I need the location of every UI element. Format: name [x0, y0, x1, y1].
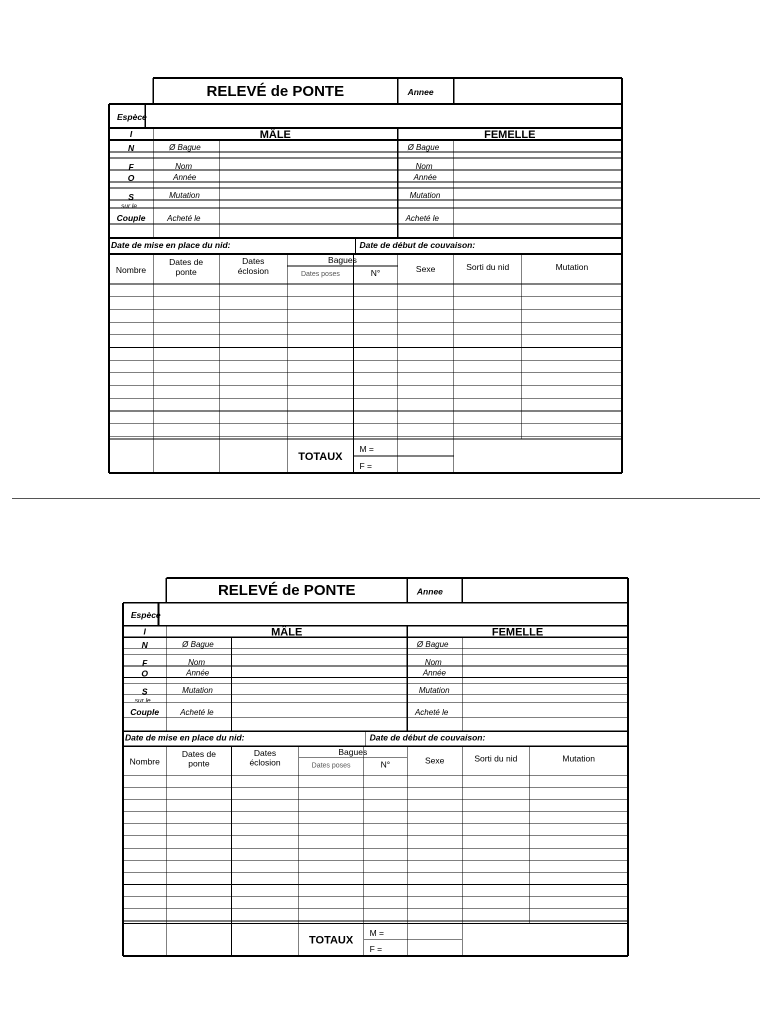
femelle-bague-label: Ø Bague: [407, 143, 440, 152]
col-sexe: Sexe: [415, 264, 436, 274]
col-bagues: Bagues: [338, 747, 368, 758]
m-label: M =: [359, 444, 374, 454]
totaux-label: TOTAUX: [298, 451, 343, 463]
side-letter-o: O: [141, 668, 149, 679]
col-dates-poses: Dates poses: [300, 271, 340, 278]
col-sexe: Sexe: [424, 755, 445, 766]
male-achete-label: Acheté le: [167, 214, 201, 223]
male-header: MÂLE: [259, 129, 291, 141]
male-bague-label: Ø Bague: [169, 143, 201, 152]
col-mutation: Mutation: [555, 262, 589, 272]
col-dates-poses: Dates poses: [311, 762, 351, 770]
side-letter-o: O: [127, 173, 135, 183]
side-letter-f: F: [142, 658, 148, 669]
femelle-nom-label: Nom: [415, 162, 433, 171]
col-dates-eclosion-1: Dates: [242, 256, 265, 266]
f-label: F =: [359, 461, 373, 471]
male-achete-label: Acheté le: [180, 707, 214, 717]
male-header: MÂLE: [271, 626, 303, 639]
col-bagues: Bagues: [328, 255, 357, 265]
annee-label: Annee: [407, 87, 434, 97]
side-letter-f: F: [128, 162, 134, 172]
col-dates-ponte-1: Dates de: [169, 257, 204, 267]
femelle-mutation-label: Mutation: [409, 191, 441, 200]
col-mutation: Mutation: [562, 753, 595, 764]
col-dates-eclosion-2: éclosion: [237, 266, 269, 276]
femelle-achete-label: Acheté le: [414, 707, 449, 717]
nid-label: Date de mise en place du nid:: [111, 240, 231, 250]
male-bague-label: Ø Bague: [182, 639, 214, 649]
sur-le-label: sur le: [121, 203, 137, 210]
col-nombre: Nombre: [115, 265, 147, 275]
femelle-bague-label: Ø Bague: [416, 639, 449, 649]
femelle-mutation-label: Mutation: [418, 685, 450, 695]
male-nom-label: Nom: [188, 658, 205, 668]
male-mutation-label: Mutation: [182, 685, 213, 695]
femelle-nom-label: Nom: [424, 658, 442, 668]
side-letter-s: S: [141, 686, 148, 697]
col-sorti-nid: Sorti du nid: [466, 262, 510, 272]
femelle-header: FEMELLE: [491, 626, 544, 639]
couple-label: Couple: [130, 706, 160, 717]
col-dates-ponte-2: ponte: [188, 758, 210, 769]
male-annee-label: Année: [173, 173, 197, 182]
espece-label: Espèce: [130, 610, 161, 621]
espece-label: Espèce: [117, 112, 147, 122]
f-label: F =: [369, 944, 383, 955]
couple-label: Couple: [116, 213, 146, 223]
femelle-achete-label: Acheté le: [405, 214, 439, 223]
femelle-annee-label: Année: [413, 173, 437, 182]
form-title: RELEVÉ de PONTE: [206, 83, 345, 100]
side-letter-i: I: [129, 129, 133, 139]
nid-label: Date de mise en place du nid:: [124, 732, 245, 743]
col-dates-eclosion-1: Dates: [253, 747, 277, 758]
sur-le-label: sur le: [134, 697, 151, 705]
col-dates-ponte-1: Dates de: [181, 748, 216, 759]
couvaison-label: Date de début de couvaison:: [359, 240, 476, 250]
col-dates-eclosion-2: éclosion: [249, 757, 281, 768]
side-letter-s: S: [128, 192, 134, 202]
couvaison-label: Date de début de couvaison:: [369, 732, 486, 743]
femelle-header: FEMELLE: [484, 129, 536, 141]
side-letter-i: I: [143, 626, 146, 637]
col-nombre: Nombre: [129, 756, 160, 767]
femelle-annee-label: Année: [422, 668, 446, 678]
male-nom-label: Nom: [175, 162, 193, 171]
col-dates-ponte-2: ponte: [175, 267, 197, 277]
annee-label: Annee: [416, 586, 443, 597]
totaux-label: TOTAUX: [309, 934, 354, 947]
male-mutation-label: Mutation: [169, 191, 200, 200]
col-numero: N°: [380, 759, 391, 770]
male-annee-label: Année: [186, 668, 210, 678]
col-sorti-nid: Sorti du nid: [474, 753, 518, 764]
form-title: RELEVÉ de PONTE: [217, 582, 356, 600]
col-numero: N°: [370, 268, 381, 278]
m-label: M =: [369, 927, 384, 938]
side-letter-n: N: [141, 639, 148, 650]
side-letter-n: N: [127, 143, 135, 153]
